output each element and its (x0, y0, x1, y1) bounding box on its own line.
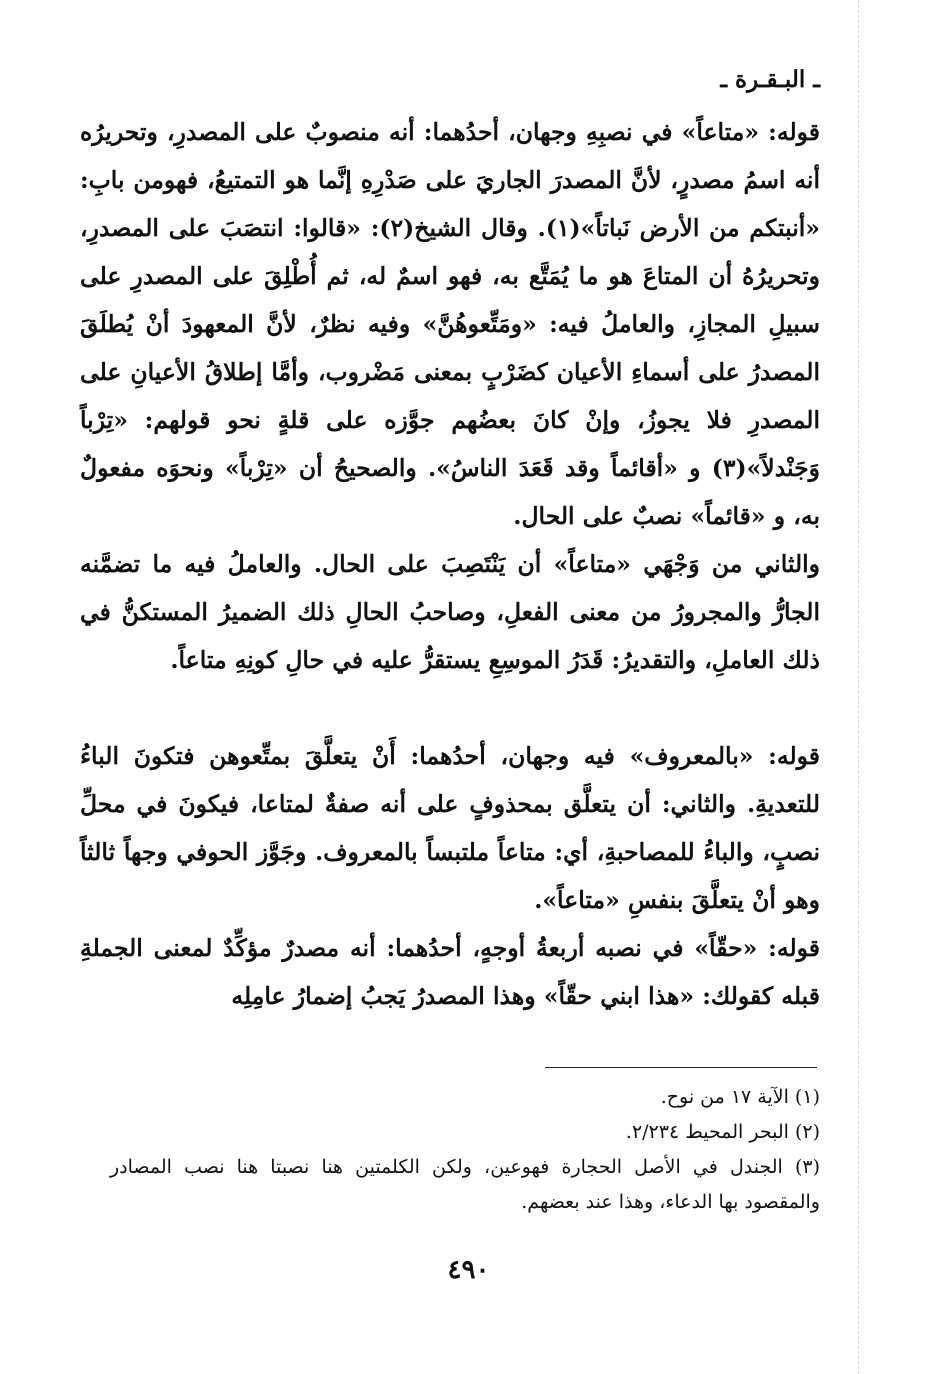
paragraph-text: والثاني من وَجْهَي «متاعاً» أن يَنْتَصِبَ على الحال. والعاملُ فيه ما تضمَّنه الجارُّ والمجرورُ من معنى الفعلِ، وصاحبُ الحالِ ذلك الضميرُ المستكنُّ في ذلك العاملِ، والتقديرُ: قَدَرُ الموسِعِ يستقرُّ عليه في حالِ كونِهِ متاعاً. (80, 550, 820, 674)
scan-edge-line (858, 0, 859, 1374)
paragraph-text: قوله: «متاعاً» في نصبِهِ وجهان، أحدُهما: أنه منصوبٌ على المصدرِ، وتحريرُه أنه اسمُ مصدرٍ، لأنَّ المصدرَ الجاريَ على صَدْرِهِ إنَّما هو التمتيعُ، فهومن بابِ: «أنبتكم من الأرض نَباتاً»(١). وقال الشيخ(٢): «قالوا: انتصَبَ على المصدرِ، وتحريرُهُ أن المتاعَ هو ما يُمَتَّع به، فهو اسمٌ له، ثم أُطْلِقَ على المصدرِ على سبيلِ المجازِ، والعاملُ فيه: «ومَتِّعوهُنَّ» وفيه نظرٌ، لأنَّ المعهودَ أنْ يُطلَقَ المصدرُ على أسماءِ الأعيان كضَرْبٍ بمعنى مَضْروب، وأمَّا إطلاقُ الأعيانِ على المصدرِ فلا يجوزُ، وإنْ كانَ بعضُهم جوَّزه على قلةٍ نحو قولهم: «تِرْباً وَجَنْدلاً»(٣) و «أقائماً وقد قَعَدَ الناسُ». والصحيحُ أن «تِرْباً» ونحوَه مفعولٌ به، و «قائماً» نصبٌ على الحال. (80, 118, 820, 530)
paragraph-text: قوله: «بالمعروف» فيه وجهان، أحدُهما: أَنْ يتعلَّقَ بمتِّعوهن فتكونَ الباءُ للتعديةِ. والثاني: أن يتعلَّق بمحذوفٍ على أنه صفةٌ لمتاعا، فيكونَ في محلِّ نصبٍ، والباءُ للمصاحبةِ، أي: متاعاً ملتبساً بالمعروف. وجَوَّز الحوفي وجهاً ثالثاً وهو أنْ يتعلَّقَ بنفسِ «متاعاً». (80, 742, 820, 914)
footnote-3: (٣) الجندل في الأصل الحجارة فهوعين، ولكن الكلمتين هنا نصبتا هنا نصب المصادر والمقصود بها الدعاء، وهذا عند بعضهم. (110, 1156, 820, 1213)
footnote-2: (٢) البحر المحيط ٢/٢٣٤. (625, 1121, 820, 1143)
paragraph-text: قوله: «حقّاً» في نصبه أربعةُ أوجهٍ، أحدُهما: أنه مصدرٌ مؤكِّدٌ لمعنى الجملةِ قبله كقولك: «هذا ابني حقّاً» وهذا المصدرُ يَجبُ إضمارُ عامِلِه (80, 934, 820, 1010)
body-paragraph-3 (80, 732, 820, 924)
footnotes (110, 1080, 820, 1220)
body-paragraph-2 (80, 540, 820, 684)
footnote-separator (545, 1067, 817, 1068)
body-paragraph-1 (80, 108, 820, 540)
running-header: ـ البـقـرة ـ (720, 66, 820, 93)
body-paragraph-4 (80, 924, 820, 1020)
page-number: ٤٩٠ (447, 1255, 490, 1285)
footnote-1: (١) الآية ١٧ من نوح. (660, 1086, 820, 1108)
